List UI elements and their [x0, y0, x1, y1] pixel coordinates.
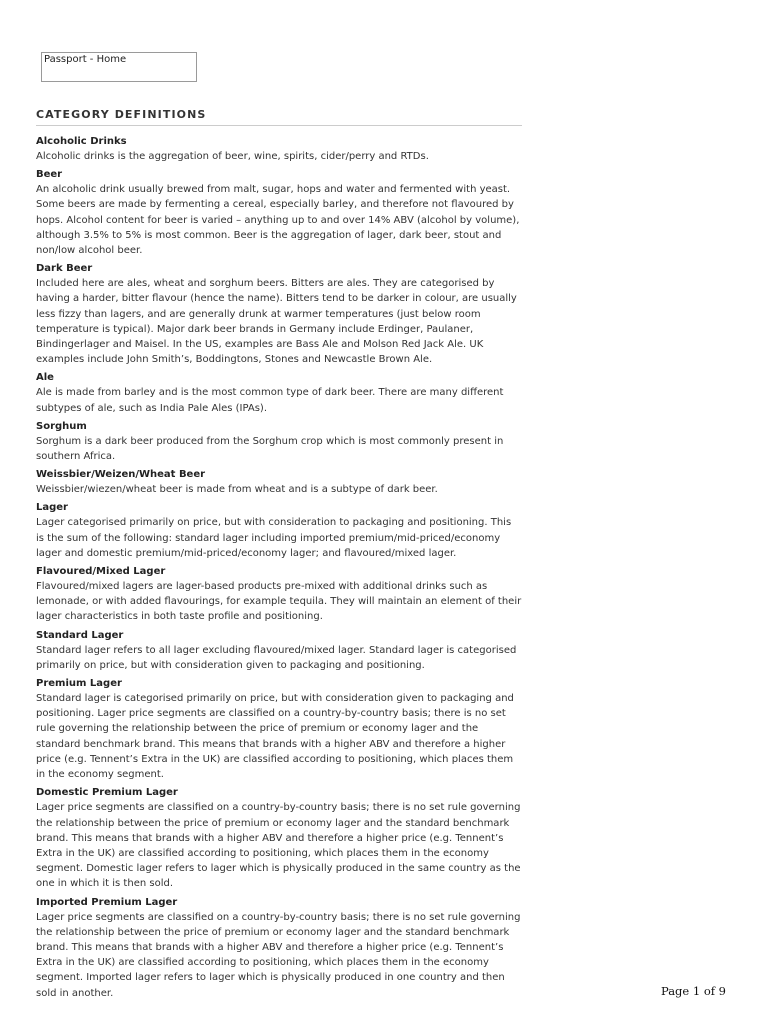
breadcrumb-label: Passport - Home	[44, 54, 127, 65]
definition-term: Alcoholic Drinks	[36, 136, 127, 147]
definition-text: Weissbier/wiezen/wheat beer is made from wheat and is a subtype of dark beer.	[36, 484, 438, 496]
breadcrumb	[41, 52, 197, 82]
definition-term: Dark Beer	[36, 263, 93, 275]
definition-term: Flavoured/Mixed Lager	[36, 566, 166, 578]
definition-text: Lager price segments are classified on a country-by-country basis; there is no set rule governing the relationship between the price of premium or economy lager and the standard benchmark brand. This means that brands with a higher ABV and therefore a higher price (e.g. Tennent’s Extra in the UK) are classified according to positioning, which places them in the economy segment. Imported lager refers to lager which is physically produced in one country and then sold in another.	[36, 911, 521, 999]
main-content	[36, 108, 522, 1004]
definition-text: Included here are ales, wheat and sorghum beers. Bitters are ales. They are categorised by having a harder, bitter flavour (hence the name). Bitters tend to be darker in colour, are usually less fizzy than lagers, and are generally drunk at warmer temperatures (just below room temperature is typical). Major dark beer brands in Germany include Erdinger, Paulaner, Bindingerlager and Maisel. In the US, examples are Bass Ale and Molson Red Jack Ale. UK examples include John Smith’s, Boddingtons, Stones and Newcastle Brown Ale.	[36, 278, 517, 366]
definition-term: Standard Lager	[36, 629, 124, 641]
definition-text: Flavoured/mixed lagers are lager-based products pre-mixed with additional drinks such as lemonade, or with added flavourings, for example tequila. They will maintain an element of their lager characteristics in both taste profile and positioning.	[36, 581, 522, 623]
definition-text: Alcoholic drinks is the aggregation of beer, wine, spirits, cider/perry and RTDs.	[36, 151, 429, 162]
definition-text: Lager categorised primarily on price, but with consideration to packaging and positioning. This is the sum of the following: standard lager including imported premium/mid-priced/economy lager and domestic premium/mid-priced/economy lager; and flavoured/mixed lager.	[36, 517, 512, 559]
definition-term: Premium Lager	[36, 678, 122, 690]
definitions-list	[36, 134, 522, 1001]
definition-text: Ale is made from barley and is the most common type of dark beer. There are many different subtypes of ale, such as India Pale Ales (IPAs).	[36, 387, 504, 414]
definition-text: Sorghum is a dark beer produced from the Sorghum crop which is most commonly present in southern Africa.	[36, 435, 504, 463]
section-title: CATEGORY DEFINITIONS	[36, 108, 522, 126]
definition-text: An alcoholic drink usually brewed from malt, sugar, hops and water and fermented with yeast. Some beers are made by fermenting a cereal, especially barley, and therefore not flavoured by hops. Alcohol content for beer is varied – anything up to and over 14% ABV (alcohol by volume), although 3.5% to 5% is most common. Beer is the aggregation of lager, dark beer, stout and non/low alcohol beer.	[36, 184, 520, 257]
definition-text: Standard lager is categorised primarily on price, but with consideration given to packaging and positioning. Lager price segments are classified on a country-by-country basis; there is no set rule governing the relationship between the price of premium or economy lager and the standard benchmark brand. This means that brands with a higher ABV and therefore a higher price (e.g. Tennent’s Extra in the UK) are classified according to positioning, which places them in the economy segment.	[36, 693, 514, 781]
definition-term: Beer	[36, 169, 63, 181]
definition-term: Imported Premium Lager	[36, 896, 178, 908]
page-number: Page 1 of 9	[660, 984, 726, 998]
definition-text: Standard lager refers to all lager excluding flavoured/mixed lager. Standard lager is categorised primarily on price, but with consideration given to packaging and positioning.	[36, 644, 517, 671]
definition-term: Lager	[36, 502, 68, 514]
definition-term: Weissbier/Weizen/Wheat Beer	[36, 469, 206, 481]
definition-text: Lager price segments are classified on a country-by-country basis; there is no set rule governing the relationship between the price of premium or economy lager and the standard benchmark brand. This means that brands with a higher ABV and therefore a higher price (e.g. Tennent’s Extra in the UK) are classified according to positioning, which places them in the economy segment. Domestic lager refers to lager which is physically produced in the same country as the one in which it is then sold.	[36, 802, 521, 890]
definition-term: Sorghum	[36, 420, 87, 432]
definition-term: Domestic Premium Lager	[36, 787, 178, 799]
definition-term: Ale	[36, 372, 54, 384]
